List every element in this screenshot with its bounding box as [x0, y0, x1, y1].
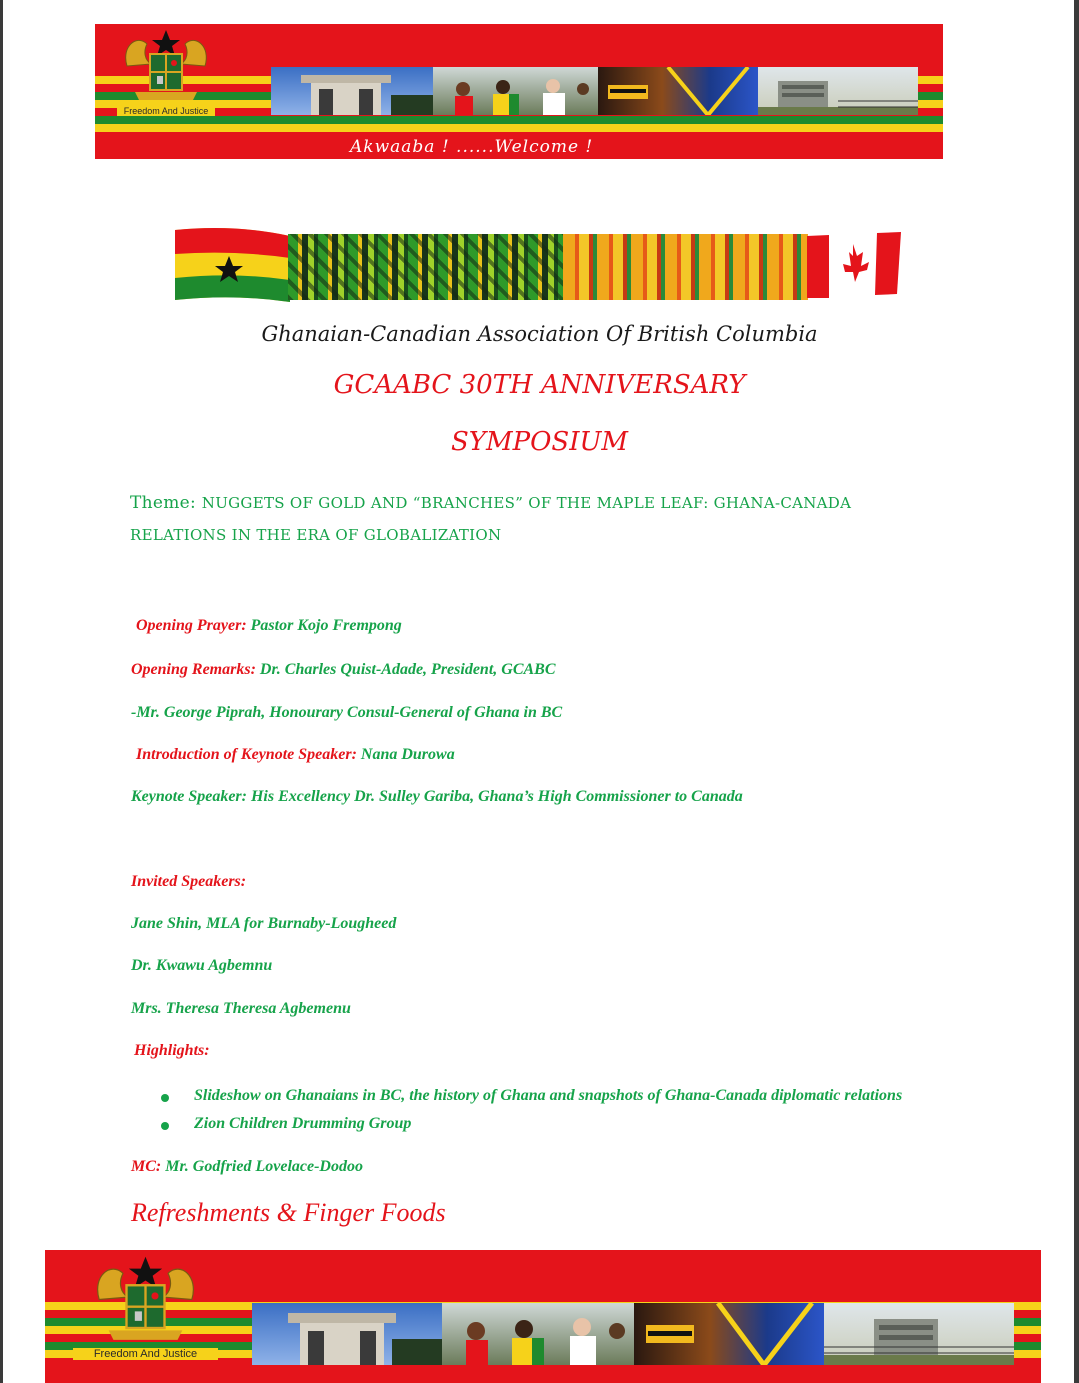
event-title: GCAABC 30TH ANNIVERSARY — [333, 370, 746, 400]
bullet-icon — [161, 1122, 169, 1130]
event-subtitle: SYMPOSIUM — [450, 427, 629, 457]
introduction-line — [136, 746, 455, 764]
top-banner — [95, 24, 943, 159]
keynote-line — [131, 788, 743, 806]
opening-remarks-value: Dr. Charles Quist-Adade, President, GCABC — [259, 661, 556, 678]
opening-remarks-line — [131, 661, 556, 679]
theme-label: Theme: — [130, 493, 197, 513]
kente-pattern — [288, 234, 563, 300]
consul-line: -Mr. George Piprah, Honourary Consul-General of Ghana in BC — [131, 704, 563, 721]
bullet-icon — [161, 1094, 169, 1102]
opening-remarks-label: Opening Remarks: — [131, 661, 256, 678]
organization-name: Ghanaian-Canadian Association Of British Columbia — [261, 322, 818, 346]
opening-prayer-value: Pastor Kojo Frempong — [250, 617, 402, 634]
page-edge-left — [0, 0, 3, 1383]
highlight-item-2: Zion Children Drumming Group — [194, 1115, 412, 1132]
kente-cloth-orange — [563, 234, 808, 300]
keynote-value: His Excellency Dr. Sulley Gariba, Ghana’s High Commissioner to Canada — [250, 788, 743, 805]
flag-kente-strip — [175, 228, 901, 303]
theme-text: NUGGETS OF GOLD AND “BRANCHES” OF THE MAPLE LEAF: GHANA-CANADA RELATIONS IN THE ERA OF GLOBALIZATION — [130, 494, 852, 544]
invited-speaker-1: Jane Shin, MLA for Burnaby-Lougheed — [131, 915, 397, 932]
refreshments-text: Refreshments & Finger Foods — [131, 1198, 446, 1227]
ghana-flag-icon — [175, 228, 295, 303]
bottom-banner — [45, 1250, 1041, 1383]
mc-value: Mr. Godfried Lovelace-Dodoo — [165, 1158, 363, 1175]
flagstaff-house-photo — [758, 67, 918, 115]
welcome-banner-text: Akwaaba ! ......Welcome ! — [350, 137, 594, 157]
mc-label: MC: — [131, 1158, 162, 1175]
crest-caption: Freedom And Justice — [117, 106, 215, 116]
crowd-photo — [433, 67, 598, 115]
kente-dancer-photo — [598, 67, 758, 115]
page-edge-right — [1074, 0, 1079, 1383]
flagstaff-house-photo — [824, 1303, 1014, 1365]
invited-speakers-label: Invited Speakers: — [131, 873, 247, 890]
kente-dancer-photo — [634, 1303, 824, 1365]
ghana-coat-of-arms-icon — [73, 1252, 218, 1360]
keynote-label: Keynote Speaker: — [131, 788, 247, 805]
highlights-label: Highlights: — [134, 1042, 210, 1059]
theme-block — [130, 487, 910, 551]
introduction-value: Nana Durowa — [360, 746, 455, 763]
canada-flag-icon — [807, 228, 902, 303]
crest-caption: Freedom And Justice — [73, 1348, 218, 1360]
introduction-label: Introduction of Keynote Speaker: — [136, 746, 357, 763]
highlight-item-1: Slideshow on Ghanaians in BC, the history of Ghana and snapshots of Ghana-Canada diplomatic relations — [194, 1087, 903, 1104]
independence-arch-photo — [271, 67, 433, 115]
crowd-photo — [442, 1303, 634, 1365]
invited-speaker-3: Mrs. Theresa Theresa Agbemenu — [131, 1000, 351, 1017]
independence-arch-photo — [252, 1303, 442, 1365]
invited-speaker-2: Dr. Kwawu Agbemnu — [131, 957, 273, 974]
opening-prayer-label: Opening Prayer: — [136, 617, 247, 634]
opening-prayer-line — [136, 617, 402, 635]
mc-line — [131, 1158, 363, 1176]
ghana-coat-of-arms-icon — [117, 26, 215, 116]
